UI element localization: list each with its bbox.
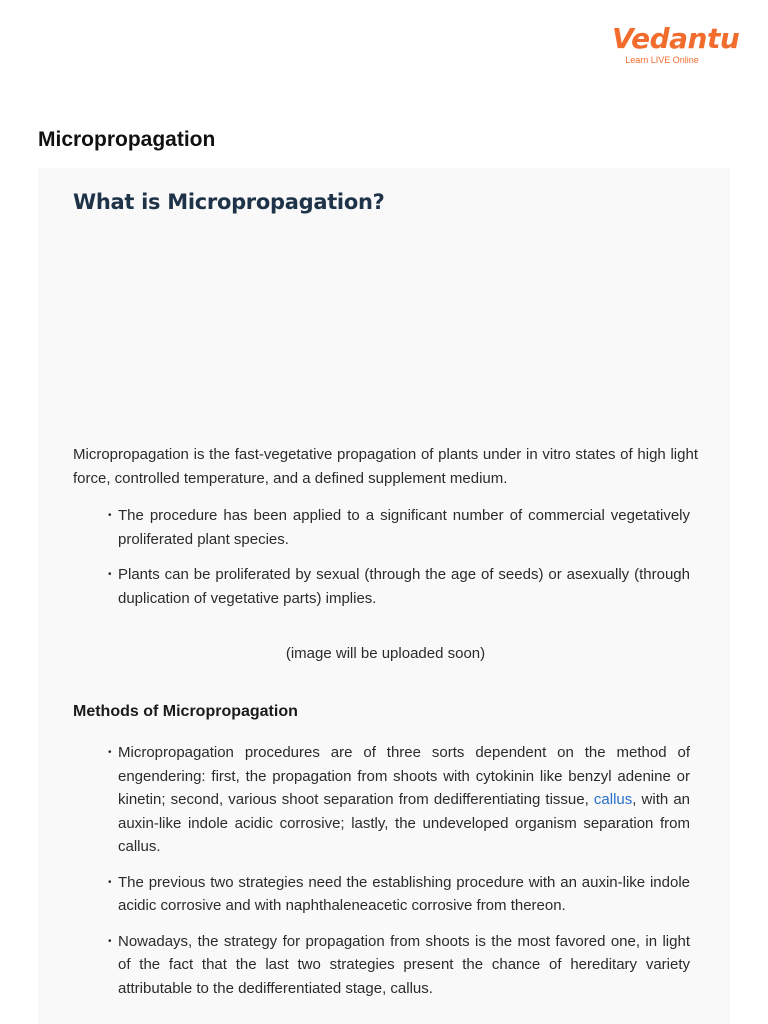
page-title: Micropropagation	[38, 128, 216, 151]
list-item-text-end: , with an auxin-like indole acidic corrosive; lastly, the undeveloped organism separation from callus.	[118, 791, 690, 855]
methods-heading: Methods of Micropropagation	[73, 703, 298, 720]
list-item-text: Plants can be proliferated by sexual (through the age of seeds) or asexually (through duplication of vegetative parts) implies.	[118, 566, 690, 607]
intro-paragraph: Micropropagation is the fast-vegetative propagation of plants under in vitro states of high light force, controlled temperature, and a defined supplement medium.	[73, 446, 698, 487]
list-item	[108, 504, 690, 551]
section-heading: What is Micropropagation?	[73, 190, 385, 214]
bullet-dot-icon: •	[108, 876, 112, 888]
intro-bullet-list	[108, 504, 690, 622]
bullet-dot-icon: •	[108, 935, 112, 947]
list-item	[108, 741, 690, 859]
list-item-text: The previous two strategies need the establishing procedure with an auxin-like indole acidic corrosive and with naphthaleneacetic corrosive from thereon.	[118, 873, 690, 914]
callus-link[interactable]: callus	[593, 791, 633, 808]
image-placeholder-note: (image will be uploaded soon)	[285, 645, 486, 662]
methods-bullet-list	[108, 741, 690, 1012]
list-item-text: Nowadays, the strategy for propagation from shoots is the most favored one, in light of the fact that the last two strategies present the chance of hereditary variety attributable to the dedifferentiated stage, callus.	[118, 932, 690, 997]
vedantu-logo[interactable]	[612, 22, 740, 65]
list-item-text-start: Micropropagation procedures are of three sorts dependent on the method of engendering: first, the propagation from shoots with cytokinin like benzyl adenine or kinetin; second, various shoot separation from dedifferentiating tissue,	[118, 744, 690, 808]
list-item	[108, 563, 690, 610]
list-item	[108, 871, 690, 918]
logo-tagline: Learn LIVE Online	[625, 55, 699, 65]
list-item	[108, 930, 690, 1001]
list-item-text: The procedure has been applied to a significant number of commercial vegetatively proliferated plant species.	[118, 507, 690, 548]
bullet-dot-icon: •	[108, 747, 112, 758]
bullet-dot-icon: •	[108, 510, 112, 521]
logo-wordmark: Vedantu	[612, 22, 740, 55]
bullet-dot-icon: •	[108, 569, 112, 580]
